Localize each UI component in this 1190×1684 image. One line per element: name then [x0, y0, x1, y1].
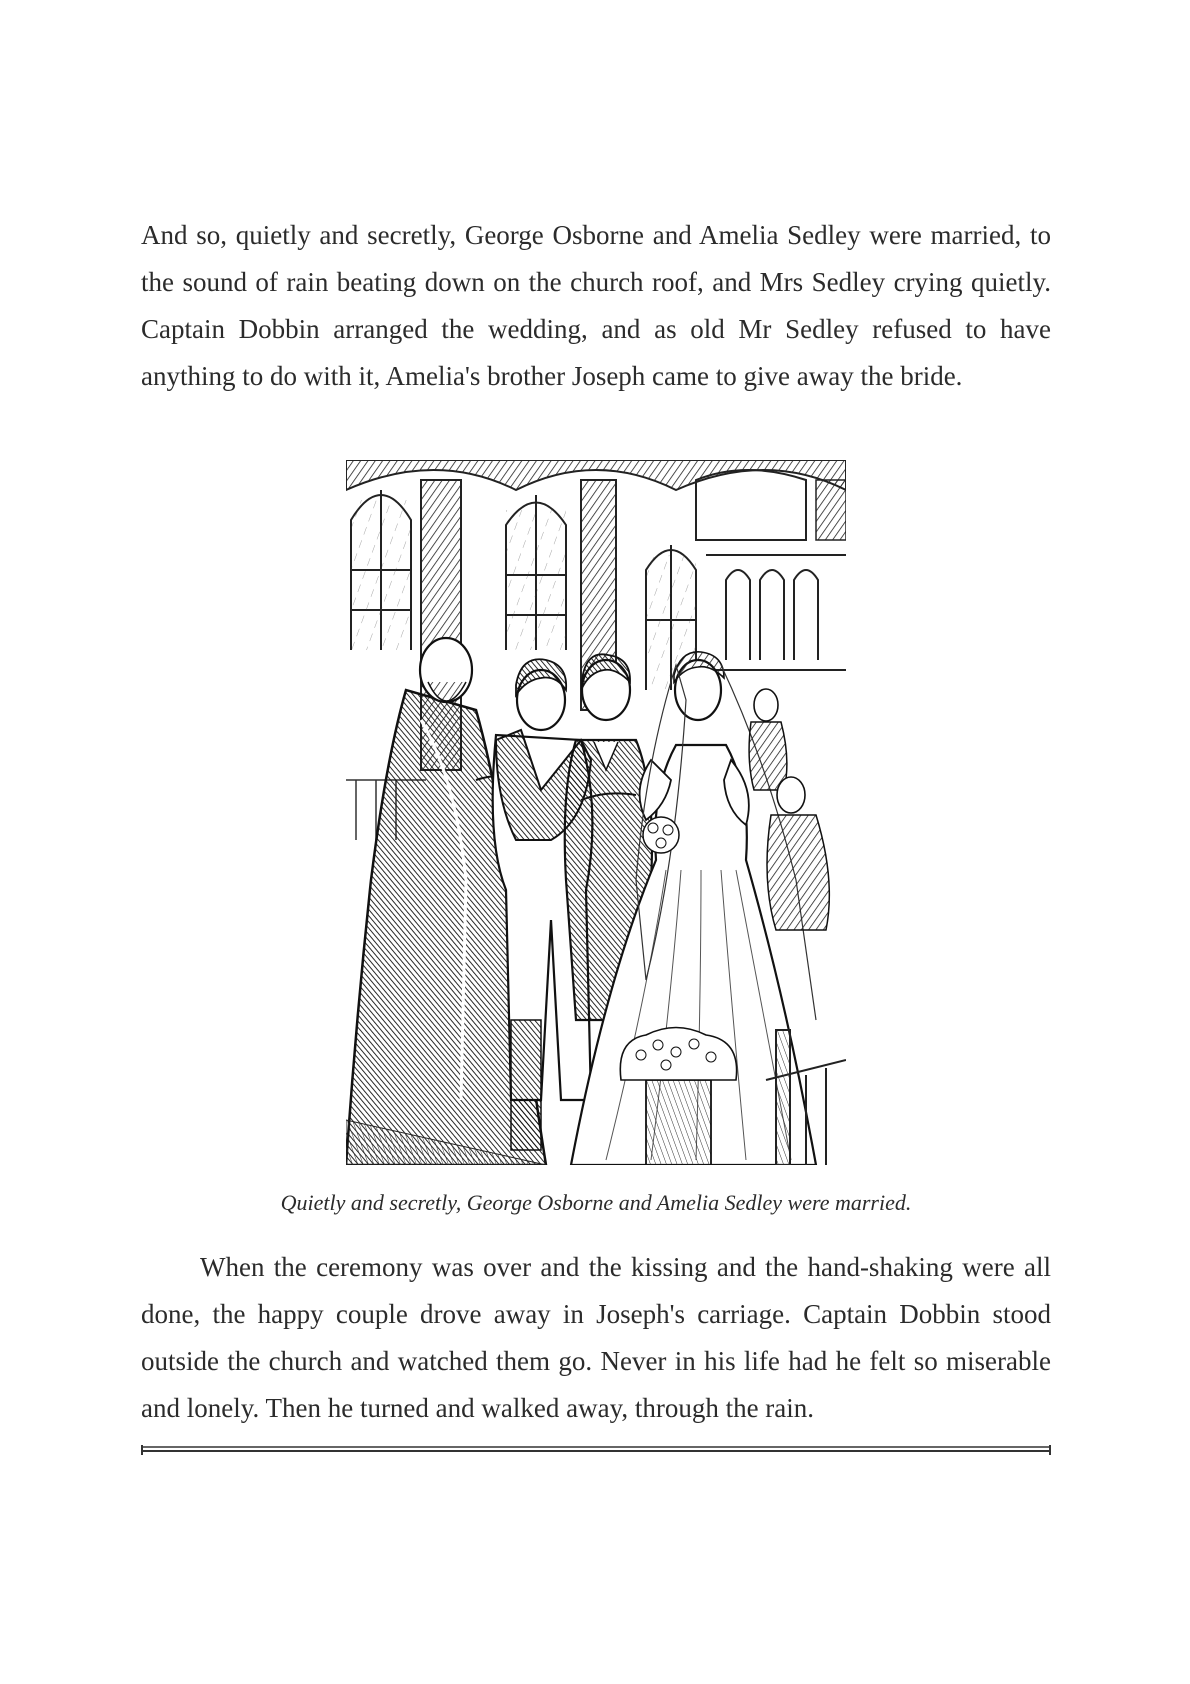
paragraph-2: When the ceremony was over and the kissing and the hand-shaking were all done, the happy couple drove away in Joseph's carriage. Captain Dobbin stood outside the church and watched them go. Never in his life had he felt so miserable and lonely. Then he turned and walked away, through the rain. — [141, 1252, 1051, 1423]
illustration-caption: Quietly and secretly, George Osborne and Amelia Sedley were married. — [280, 1190, 912, 1215]
section-end-rule-lines — [141, 1445, 1051, 1457]
section-end-rule — [141, 1445, 1051, 1457]
wedding-illustration — [346, 460, 846, 1165]
wedding-illustration-drawing — [346, 460, 846, 1165]
paragraph-1: And so, quietly and secretly, George Osborne and Amelia Sedley were married, to the sound of rain beating down on the church roof, and Mrs Sedley crying quietly. Captain Dobbin arranged the wedding, and as old Mr Sedley refused to have anything to do with it, Amelia's brother Joseph came to give away the bride. — [141, 220, 1051, 391]
